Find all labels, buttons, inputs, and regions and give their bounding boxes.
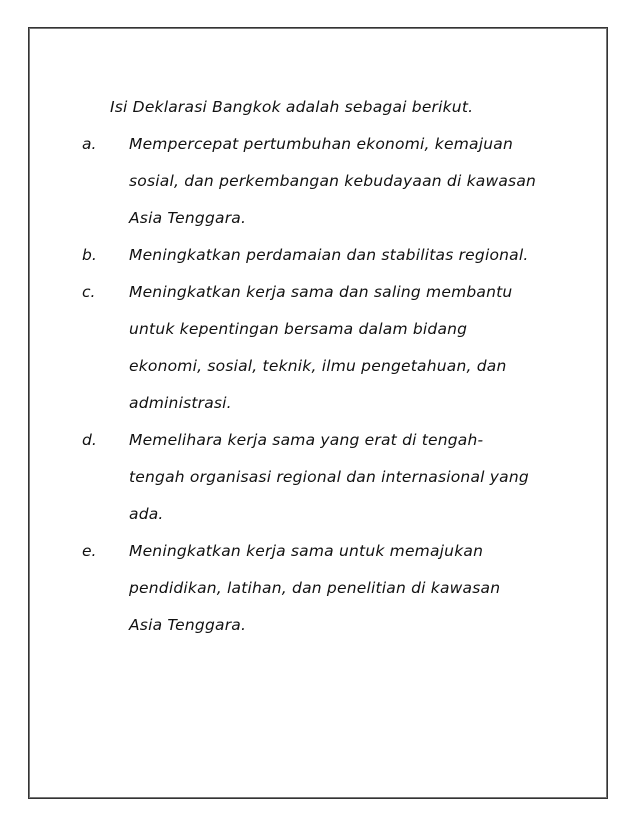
text-line: ekonomi, sosial, teknik, ilmu pengetahuan, dan — [129, 357, 507, 375]
text-line: pendidikan, latihan, dan penelitian di kawasan — [129, 579, 501, 597]
list-item-text — [129, 274, 582, 422]
text-line: Meningkatkan perdamaian dan stabilitas regional. — [129, 246, 529, 264]
list-marker: b. — [82, 246, 97, 264]
list-item-text — [129, 126, 582, 237]
text-line: Asia Tenggara. — [129, 209, 247, 227]
list-marker: d. — [82, 431, 97, 449]
text-line: administrasi. — [129, 394, 232, 412]
list-item-text — [129, 533, 582, 644]
list-item-e — [82, 533, 582, 644]
text-line: Mempercepat pertumbuhan ekonomi, kemajuan — [129, 135, 513, 153]
list-item-text — [129, 237, 582, 274]
text-line: ada. — [129, 505, 164, 523]
text-line: tengah organisasi regional dan internasional yang — [129, 468, 529, 486]
list-item-a — [82, 126, 582, 237]
text-line: sosial, dan perkembangan kebudayaan di kawasan — [129, 172, 537, 190]
text-line: Meningkatkan kerja sama dan saling membantu — [129, 283, 513, 301]
list-item-c — [82, 274, 582, 422]
list-marker: c. — [82, 283, 96, 301]
text-line: Meningkatkan kerja sama untuk memajukan — [129, 542, 484, 560]
list-item-b — [82, 237, 582, 274]
list-marker: e. — [82, 542, 97, 560]
list-item-text — [129, 422, 582, 533]
declaration-list — [82, 126, 582, 644]
text-line: Memelihara kerja sama yang erat di tengah- — [129, 431, 484, 449]
text-line: Asia Tenggara. — [129, 616, 247, 634]
text-line: untuk kepentingan bersama dalam bidang — [129, 320, 468, 338]
list-item-d — [82, 422, 582, 533]
list-marker: a. — [82, 135, 97, 153]
intro-text: Isi Deklarasi Bangkok adalah sebagai berikut. — [110, 97, 474, 116]
